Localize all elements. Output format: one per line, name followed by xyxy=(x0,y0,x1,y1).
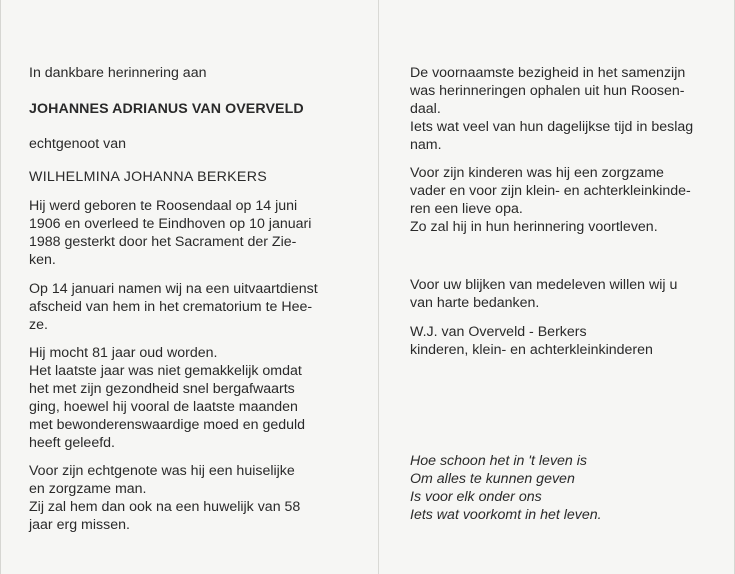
memories-line: daal. xyxy=(410,101,441,117)
life-line: met bewonderenswaardige moed en geduld xyxy=(29,417,306,433)
spouse-intro: echtgenoot van xyxy=(29,136,127,152)
memories-line: Iets wat veel van hun dagelijkse tijd in beslag xyxy=(410,119,694,135)
funeral-line: Op 14 januari namen wij na een uitvaartdienst xyxy=(29,281,318,297)
life-line: het met zijn gezondheid snel bergafwaarts xyxy=(29,381,295,397)
children-line: vader en voor zijn klein- en achterkleinkinde- xyxy=(410,183,691,199)
husband-line: jaar erg missen. xyxy=(29,517,130,533)
life-line: heeft geleefd. xyxy=(29,435,115,451)
funeral-line: ze. xyxy=(29,317,48,333)
intro-text: In dankbare herinnering aan xyxy=(29,65,207,81)
life-line: ging, hoewel hij vooral de laatste maanden xyxy=(29,399,298,415)
family-line: kinderen, klein- en achterkleinkinderen xyxy=(410,342,653,358)
husband-line: Voor zijn echtgenote was hij een huiselijke xyxy=(29,463,295,479)
children-line: Voor zijn kinderen was hij een zorgzame xyxy=(410,165,664,181)
memories-line: was herinneringen ophalen uit hun Roosen- xyxy=(410,83,685,99)
children-line: ren een lieve opa. xyxy=(410,201,523,217)
life-line: Hij mocht 81 jaar oud worden. xyxy=(29,345,218,361)
birth-death-line: Hij werd geboren te Roosendaal op 14 juni xyxy=(29,198,298,214)
thanks-line: Voor uw blijken van medeleven willen wij u xyxy=(410,277,678,293)
birth-death-line: 1988 gesterkt door het Sacrament der Zie- xyxy=(29,234,297,250)
life-line: Het laatste jaar was niet gemakkelijk omdat xyxy=(29,363,302,379)
poem-line: Om alles te kunnen geven xyxy=(410,471,575,487)
poem-line: Hoe schoon het in 't leven is xyxy=(410,453,588,469)
funeral-line: afscheid van hem in het crematorium te Hee- xyxy=(29,299,313,315)
deceased-name: JOHANNES ADRIANUS VAN OVERVELD xyxy=(29,101,304,117)
memories-line: nam. xyxy=(410,137,442,153)
birth-death-line: 1906 en overleed te Eindhoven op 10 januari xyxy=(29,216,312,232)
children-line: Zo zal hij in hun herinnering voortleven. xyxy=(410,219,658,235)
birth-death-line: ken. xyxy=(29,252,56,268)
card-fold-line xyxy=(378,0,379,574)
husband-line: Zij zal hem dan ook na een huwelijk van 58 xyxy=(29,499,301,515)
husband-line: en zorgzame man. xyxy=(29,481,147,497)
memories-line: De voornaamste bezigheid in het samenzijn xyxy=(410,65,686,81)
poem-line: Iets wat voorkomt in het leven. xyxy=(410,507,602,523)
family-line: W.J. van Overveld - Berkers xyxy=(410,324,587,340)
spouse-name: WILHELMINA JOHANNA BERKERS xyxy=(29,169,268,185)
thanks-line: van harte bedanken. xyxy=(410,295,540,311)
poem-line: Is voor elk onder ons xyxy=(410,489,542,505)
